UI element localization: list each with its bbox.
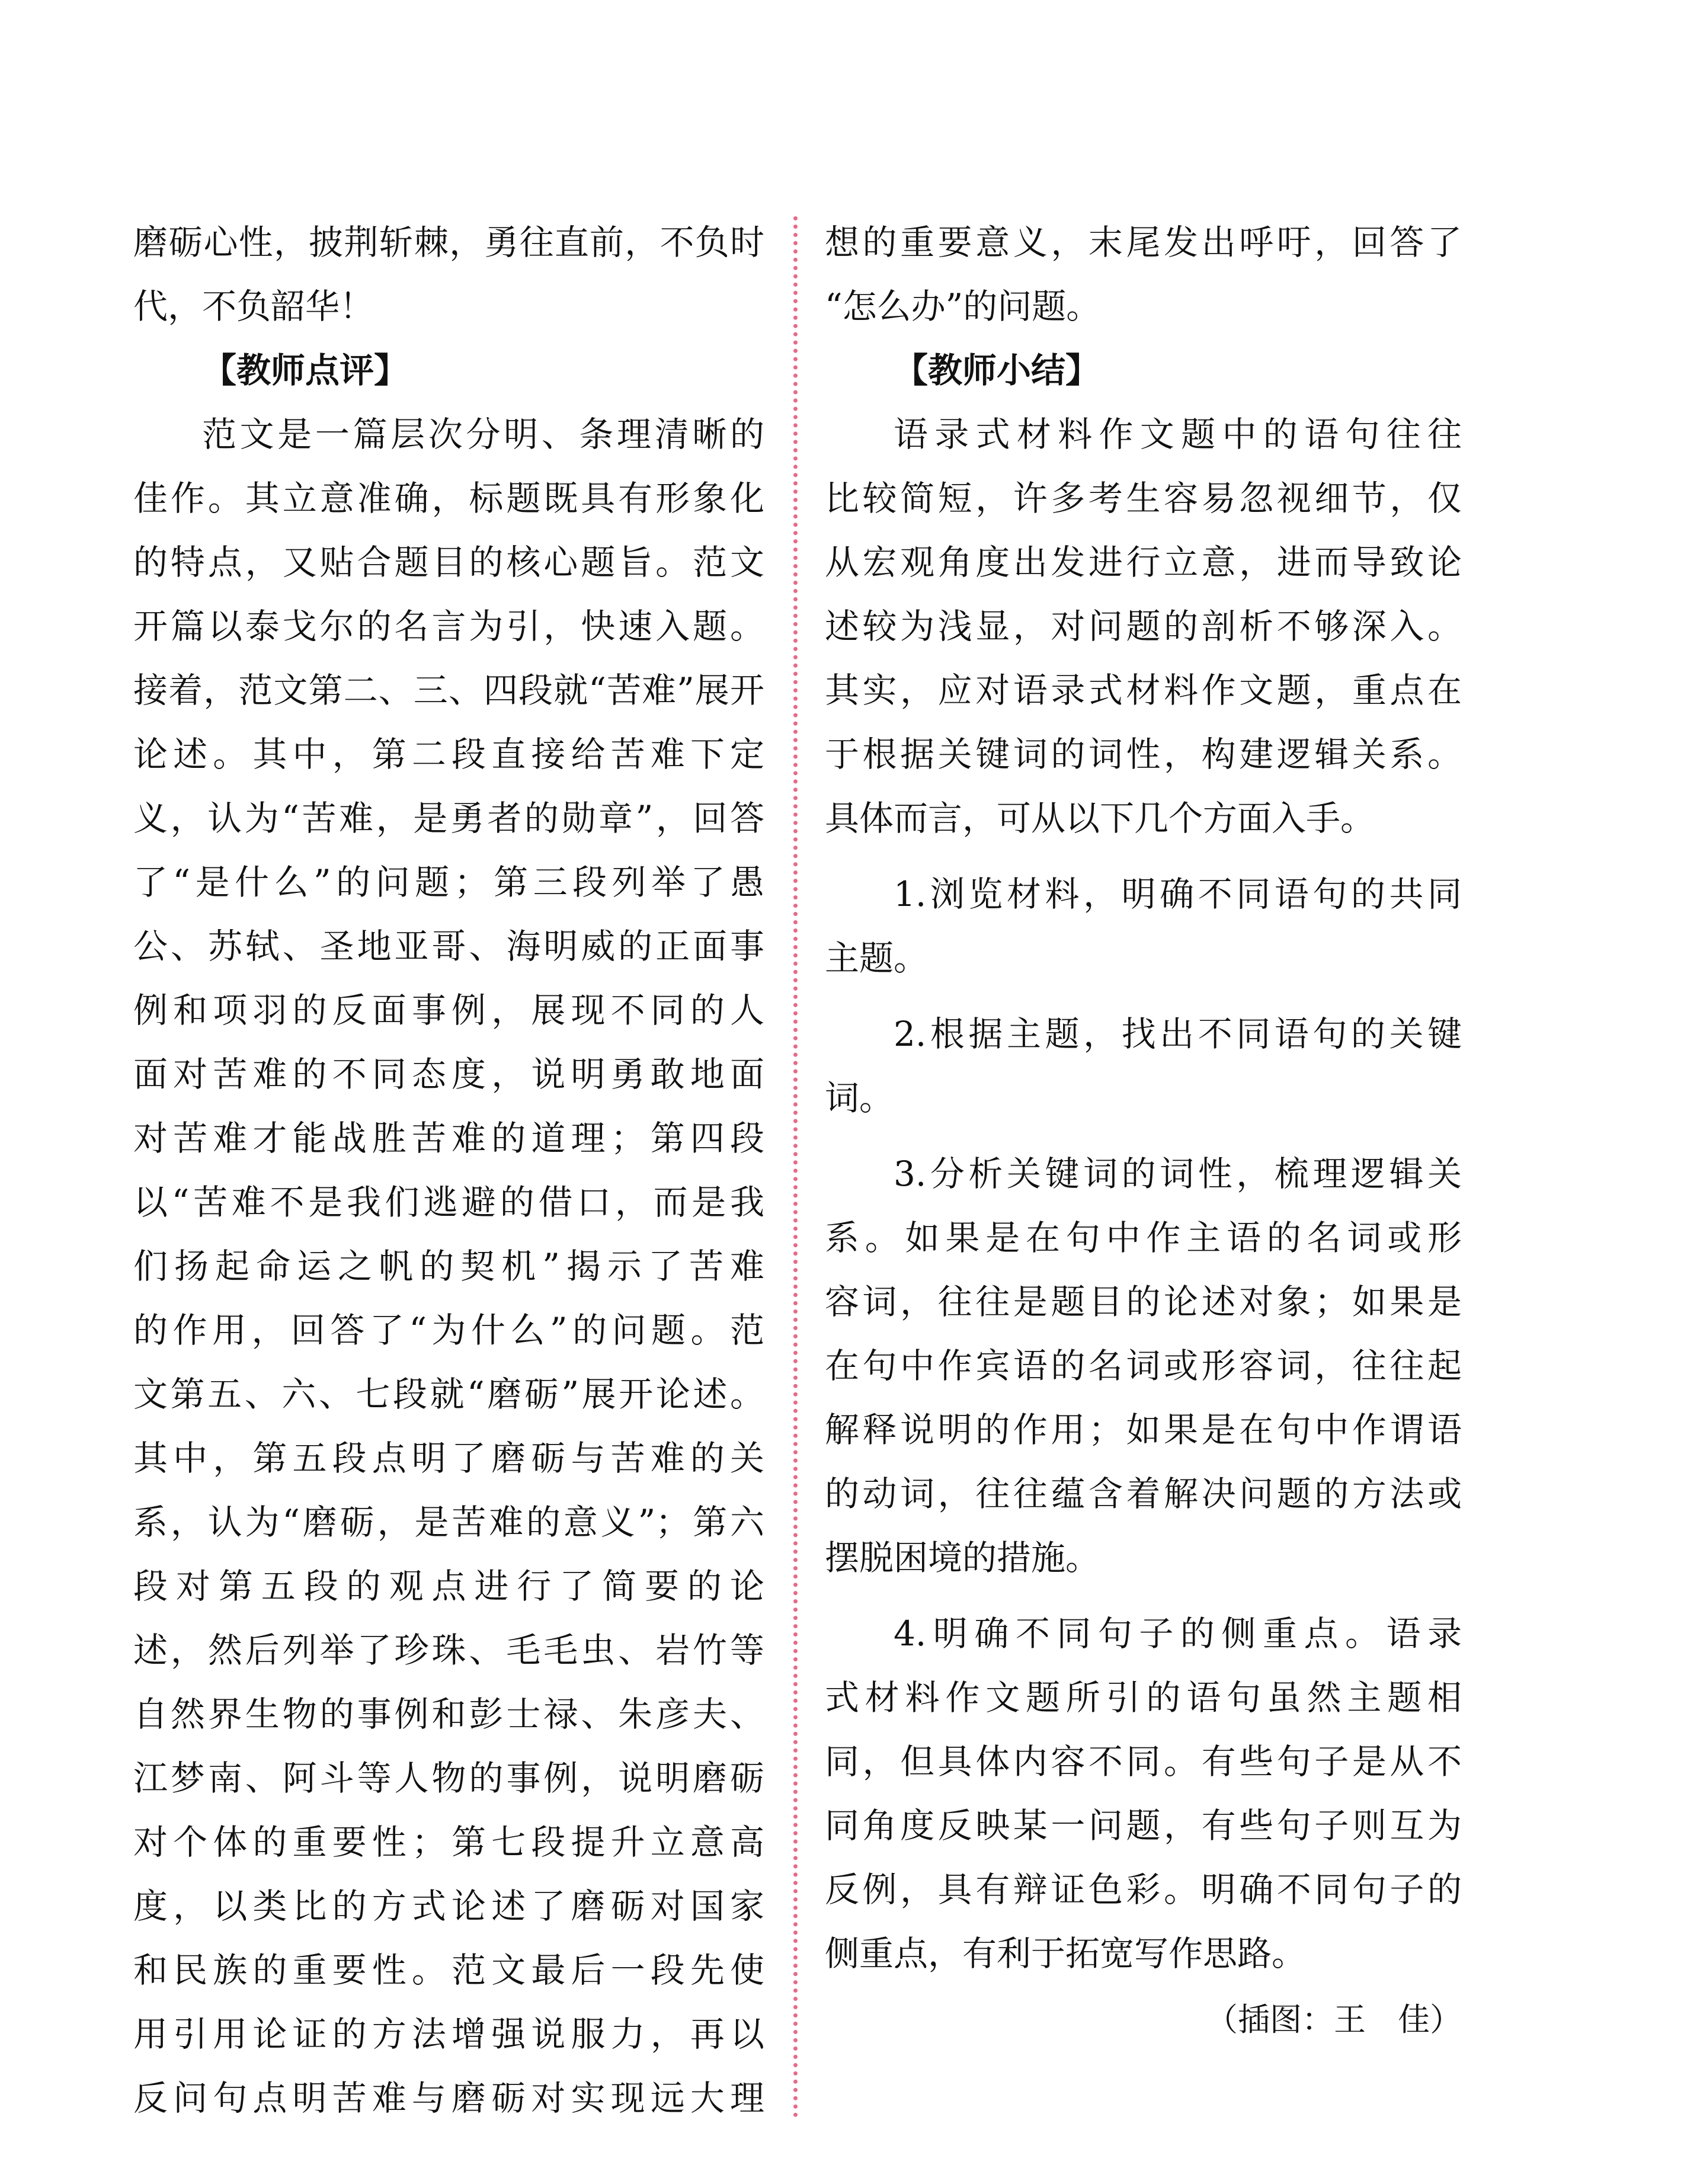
text-line: 义，认为“苦难，是勇者的勋章”，回答 (133, 798, 764, 838)
text-line: 例和项羽的反面事例，展现不同的人 (133, 990, 764, 1030)
paragraph-gap (825, 850, 1462, 862)
text-line: 论述。其中，第二段直接给苦难下定 (133, 734, 764, 774)
text-line: 容词，往往是题目的论述对象；如果是 (825, 1282, 1462, 1322)
text-line: 用引用论证的方法增强说服力，再以 (133, 2014, 764, 2054)
text-line: 系。如果是在句中作主语的名词或形 (825, 1218, 1462, 1258)
text-line: 比较简短，许多考生容易忽视细节，仅 (825, 478, 1462, 518)
text-line: 代，不负韶华！ (133, 286, 374, 326)
list-item-2: 2.根据主题，找出不同语句的关键 (894, 1014, 1462, 1054)
text-line: 佳作。其立意准确，标题既具有形象化 (133, 478, 764, 518)
text-line: 对个体的重要性；第七段提升立意高 (133, 1822, 764, 1862)
left-column (133, 210, 764, 2130)
text-line: 文第五、六、七段就“磨砺”展开论述。 (133, 1374, 764, 1414)
list-item-4: 4.明确不同句子的侧重点。语录 (894, 1613, 1462, 1654)
list-item-1: 1.浏览材料，明确不同语句的共同 (894, 874, 1462, 914)
text-line: 想的重要意义，末尾发出呼吁，回答了 (825, 222, 1462, 262)
text-line: 的特点，又贴合题目的核心题旨。范文 (133, 542, 764, 582)
text-line: 具体而言，可从以下几个方面入手。 (825, 798, 1375, 838)
column-divider (793, 216, 798, 2118)
text-line: 同，但具体内容不同。有些句子是从不 (825, 1741, 1462, 1782)
text-line: 摆脱困境的措施。 (825, 1538, 1100, 1578)
text-line: “怎么办”的问题。 (825, 286, 1101, 326)
text-line: 述较为浅显，对问题的剖析不够深入。 (825, 606, 1462, 646)
text-line: 江梦南、阿斗等人物的事例，说明磨砺 (133, 1758, 764, 1798)
text-line: 磨砺心性，披荆斩棘，勇往直前，不负时 (133, 222, 764, 262)
text-line: 述，然后列举了珍珠、毛毛虫、岩竹等 (133, 1630, 764, 1670)
text-line: 接着，范文第二、三、四段就“苦难”展开 (133, 670, 764, 710)
text-line: 对苦难才能战胜苦难的道理；第四段 (133, 1118, 764, 1158)
text-line: 以“苦难不是我们逃避的借口，而是我 (133, 1182, 764, 1222)
text-line: 语录式材料作文题中的语句往往 (894, 414, 1462, 454)
text-line: 于根据关键词的词性，构建逻辑关系。 (825, 734, 1462, 774)
text-line: 和民族的重要性。范文最后一段先使 (133, 1950, 764, 1990)
text-line: 段对第五段的观点进行了简要的论 (133, 1566, 764, 1606)
text-line: 在句中作宾语的名词或形容词，往往起 (825, 1346, 1462, 1386)
text-line: 的作用，回答了“为什么”的问题。范 (133, 1310, 764, 1350)
text-line: 解释说明的作用；如果是在句中作谓语 (825, 1410, 1462, 1450)
text-line: 其实，应对语录式材料作文题，重点在 (825, 670, 1462, 710)
text-line: 公、苏轼、圣地亚哥、海明威的正面事 (133, 926, 764, 966)
text-line: 们扬起命运之帆的契机”揭示了苦难 (133, 1246, 764, 1286)
paragraph-gap (825, 1130, 1462, 1142)
text-line: 同角度反映某一问题，有些句子则互为 (825, 1805, 1462, 1846)
illustration-credit: （插图：王 佳） (1206, 2001, 1462, 2038)
text-line: 反问句点明苦难与磨砺对实现远大理 (133, 2078, 764, 2118)
text-line: 的动词，往往蕴含着解决问题的方法或 (825, 1474, 1462, 1514)
text-line: 自然界生物的事例和彭士禄、朱彦夫、 (133, 1694, 764, 1734)
text-line: 主题。 (825, 938, 929, 978)
text-line: 词。 (825, 1078, 894, 1118)
text-line: 度，以类比的方式论述了磨砺对国家 (133, 1886, 764, 1926)
text-line: 开篇以泰戈尔的名言为引，快速入题。 (133, 606, 764, 646)
right-column (825, 210, 1462, 2052)
text-line: 从宏观角度出发进行立意，进而导致论 (825, 542, 1462, 582)
section-heading-teacher-summary: 【教师小结】 (894, 350, 1100, 390)
text-line: 侧重点，有利于拓宽写作思路。 (825, 1933, 1307, 1974)
paragraph-gap (825, 990, 1462, 1002)
text-line: 面对苦难的不同态度，说明勇敢地面 (133, 1054, 764, 1094)
list-item-3: 3.分析关键词的词性，梳理逻辑关 (894, 1154, 1462, 1194)
text-line: 式材料作文题所引的语句虽然主题相 (825, 1677, 1462, 1718)
text-line: 反例，具有辩证色彩。明确不同句子的 (825, 1869, 1462, 1910)
text-line: 其中，第五段点明了磨砺与苦难的关 (133, 1438, 764, 1478)
section-heading-teacher-comment: 【教师点评】 (202, 350, 409, 390)
text-line: 了“是什么”的问题；第三段列举了愚 (133, 862, 764, 902)
text-line: 系，认为“磨砺，是苦难的意义”；第六 (133, 1502, 764, 1542)
paragraph-gap (825, 1590, 1462, 1602)
text-line: 范文是一篇层次分明、条理清晰的 (202, 414, 764, 454)
